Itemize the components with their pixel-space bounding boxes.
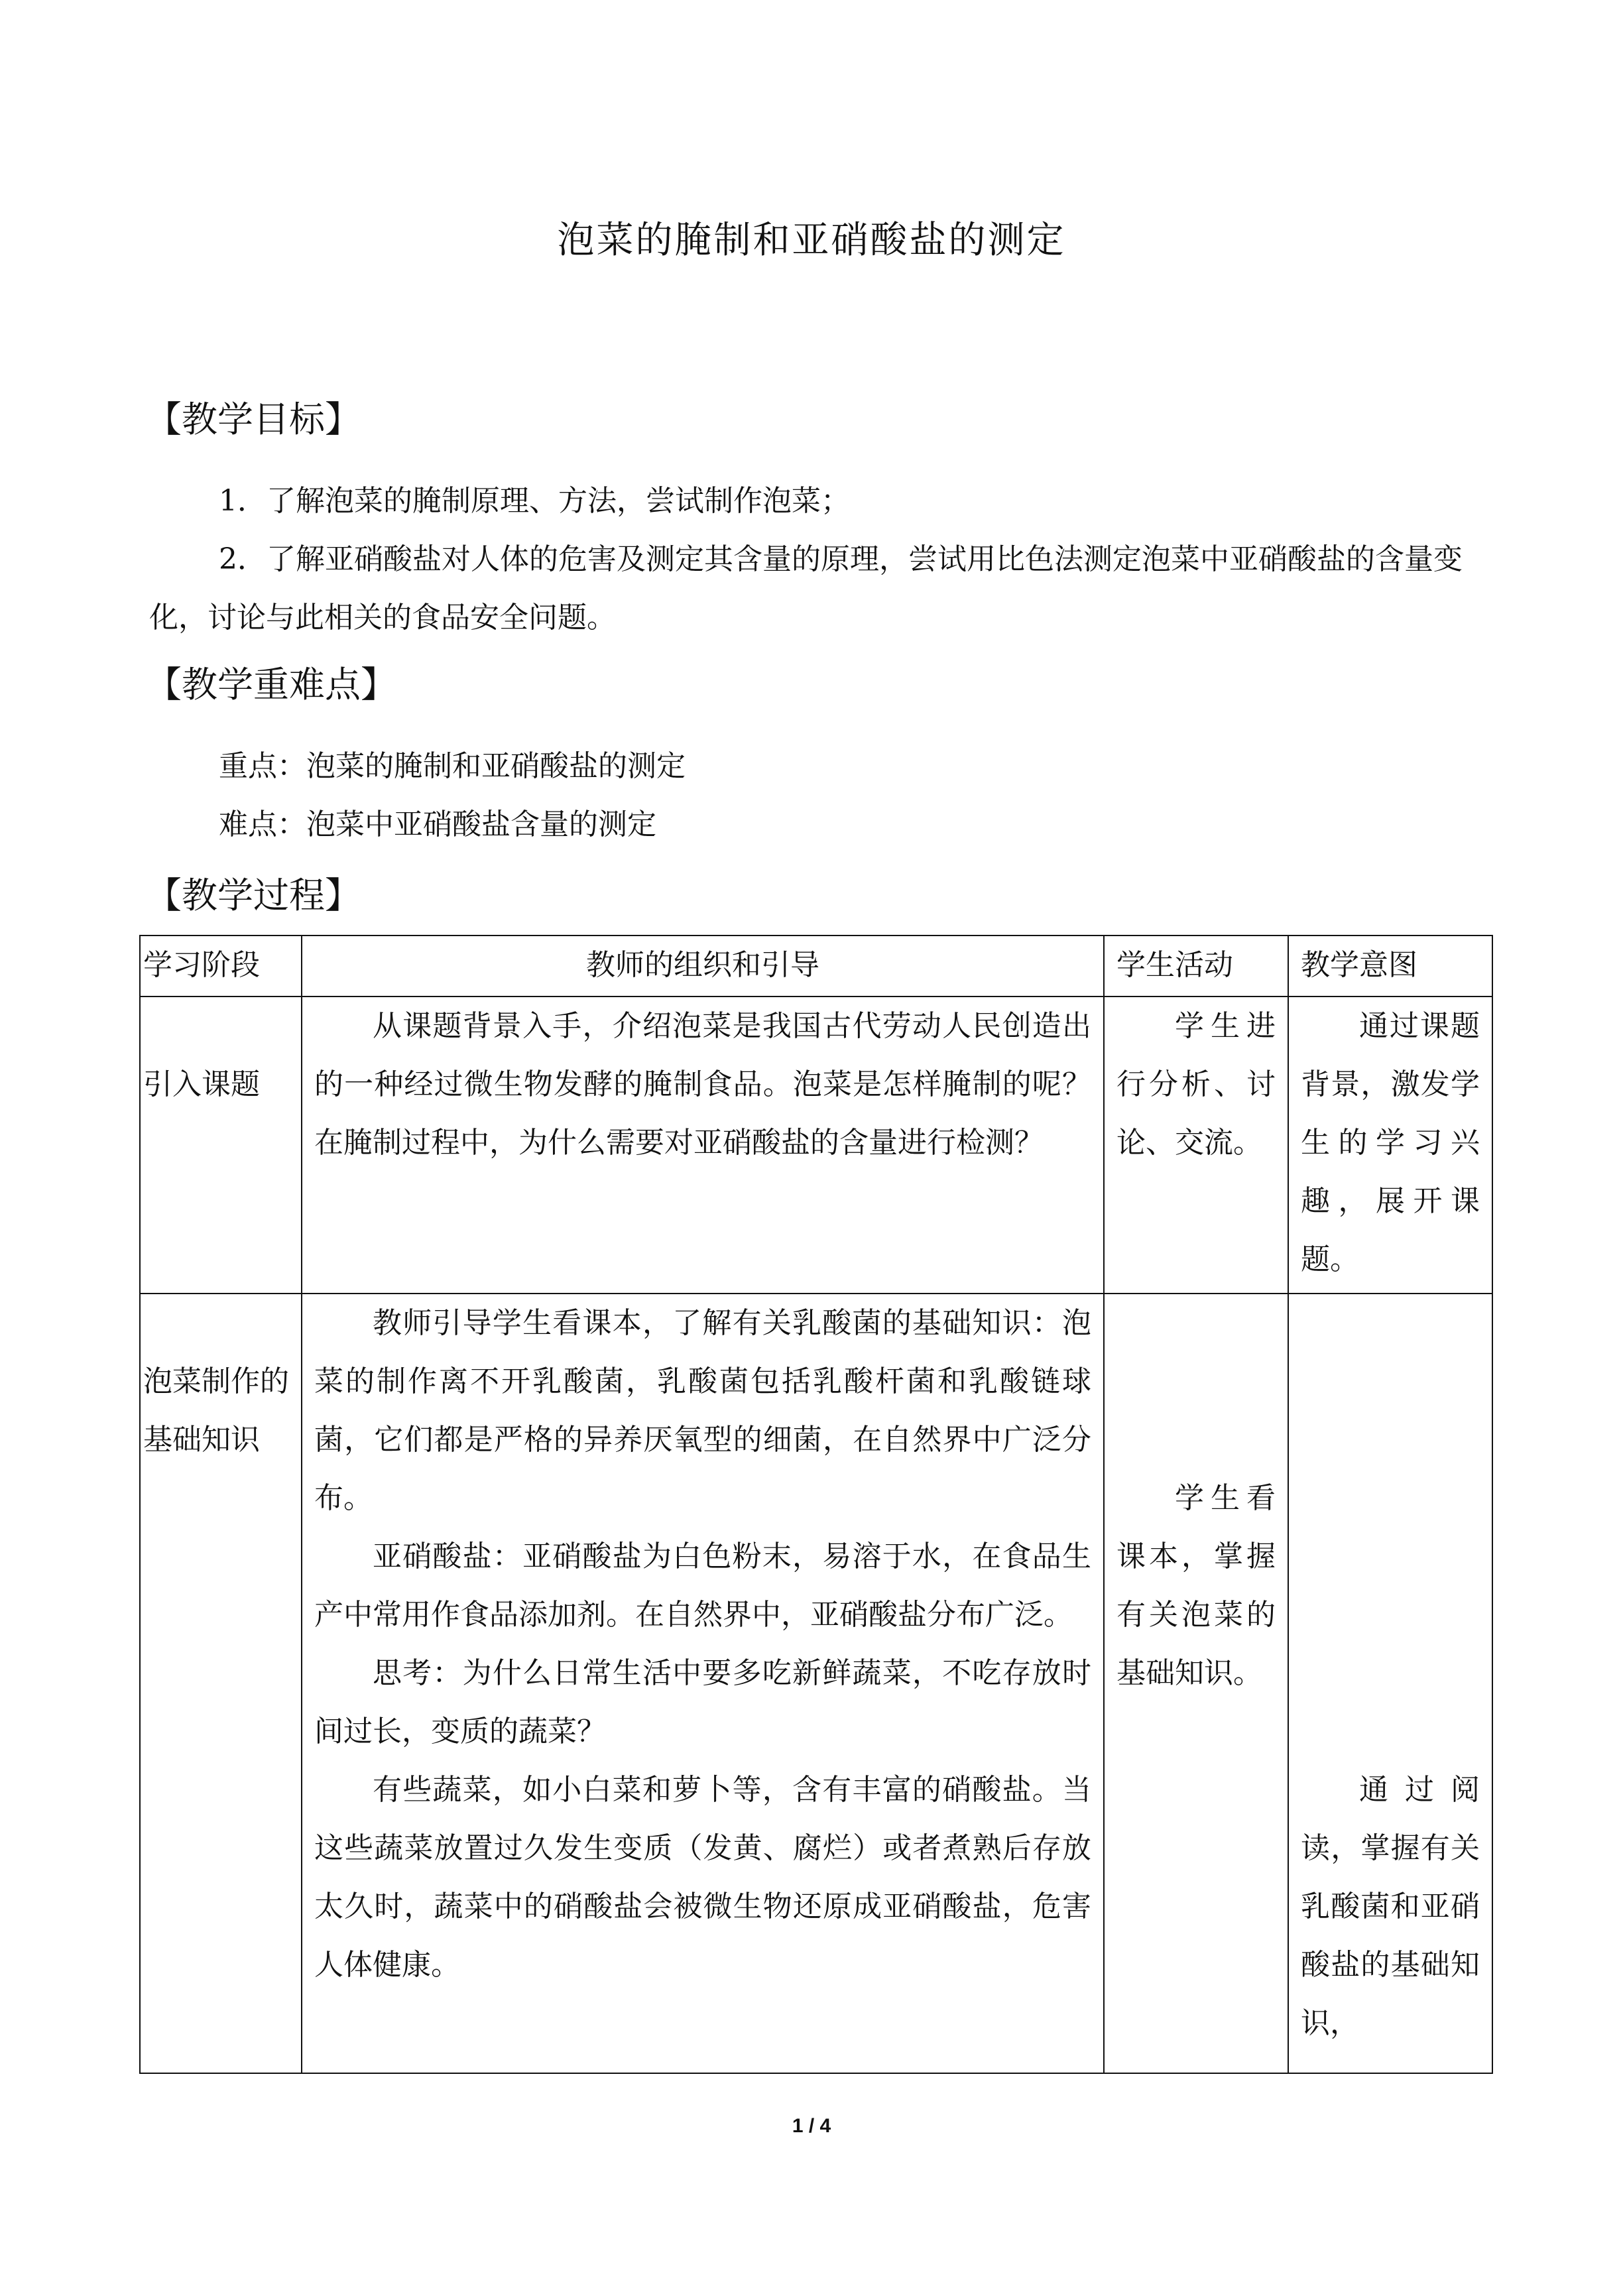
row1-intent-text: 通过课题背景，激发学生的学习兴趣，展开课题。 xyxy=(1301,1009,1480,1276)
header-student: 学生活动 xyxy=(1104,936,1288,997)
key-point-difficulty: 难点：泡菜中亚硝酸盐含量的测定 xyxy=(219,808,656,841)
page-title: 泡菜的腌制和亚硝酸盐的测定 xyxy=(557,219,1066,262)
row1-teacher xyxy=(302,997,1104,1294)
row2-stage xyxy=(140,1294,302,2073)
header-intent: 教学意图 xyxy=(1288,936,1492,997)
row2-teacher-para-4: 有些蔬菜，如小白菜和萝卜等，含有丰富的硝酸盐。当这些蔬菜放置过久发生变质（发黄、腐烂）或者煮熟后存放太久时，蔬菜中的硝酸盐会被微生物还原成亚硝酸盐，危害人体健康。 xyxy=(314,1773,1091,1982)
row2-student xyxy=(1104,1294,1288,2073)
row1-student xyxy=(1104,997,1288,1294)
row2-teacher-para-3: 思考：为什么日常生活中要多吃新鲜蔬菜，不吃存放时间过长，变质的蔬菜？ xyxy=(314,1656,1091,1748)
process-heading: 【教学过程】 xyxy=(146,875,361,916)
teaching-process-table xyxy=(139,935,1493,2074)
table-row xyxy=(140,997,1492,1294)
header-teacher: 教师的组织和引导 xyxy=(302,936,1104,997)
row2-intent-text: 通过阅读，掌握有关乳酸菌和亚硝酸盐的基础知识， xyxy=(1301,1773,1480,2040)
row2-stage-text: 泡菜制作的基础知识 xyxy=(143,1364,289,1457)
page-number: 1 / 4 xyxy=(792,2115,831,2137)
row2-teacher xyxy=(302,1294,1104,2073)
row2-student-text: 学生看课本，掌握有关泡菜的基础知识。 xyxy=(1116,1481,1276,1690)
table-header-row xyxy=(140,936,1492,997)
row1-student-text: 学生进行分析、讨论、交流。 xyxy=(1116,1009,1276,1160)
row2-teacher-para-1: 教师引导学生看课本，了解有关乳酸菌的基础知识：泡菜的制作离不开乳酸菌，乳酸菌包括乳酸杆菌和乳酸链球菌，它们都是严格的异养厌氧型的细菌，在自然界中广泛分布。 xyxy=(314,1306,1091,1515)
objective-item-1: 1．了解泡菜的腌制原理、方法，尝试制作泡菜； xyxy=(219,484,850,518)
row1-stage: 引入课题 xyxy=(140,997,302,1294)
key-point-focus: 重点：泡菜的腌制和亚硝酸盐的测定 xyxy=(219,749,686,783)
header-stage: 学习阶段 xyxy=(140,936,302,997)
objectives-heading: 【教学目标】 xyxy=(146,398,361,440)
row2-intent xyxy=(1288,1294,1492,2073)
row2-teacher-para-2: 亚硝酸盐：亚硝酸盐为白色粉末，易溶于水，在食品生产中常用作食品添加剂。在自然界中，亚硝酸盐分布广泛。 xyxy=(314,1540,1091,1632)
row1-intent xyxy=(1288,997,1492,1294)
key-points-heading: 【教学重难点】 xyxy=(146,664,396,705)
row1-teacher-para: 从课题背景入手，介绍泡菜是我国古代劳动人民创造出的一种经过微生物发酵的腌制食品。泡菜是怎样腌制的呢？在腌制过程中，为什么需要对亚硝酸盐的含量进行检测？ xyxy=(314,1009,1091,1160)
objective-item-2: 2．了解亚硝酸盐对人体的危害及测定其含量的原理，尝试用比色法测定泡菜中亚硝酸盐的含量变化，讨论与此相关的食品安全问题。 xyxy=(149,542,1463,634)
table-row xyxy=(140,1294,1492,2073)
